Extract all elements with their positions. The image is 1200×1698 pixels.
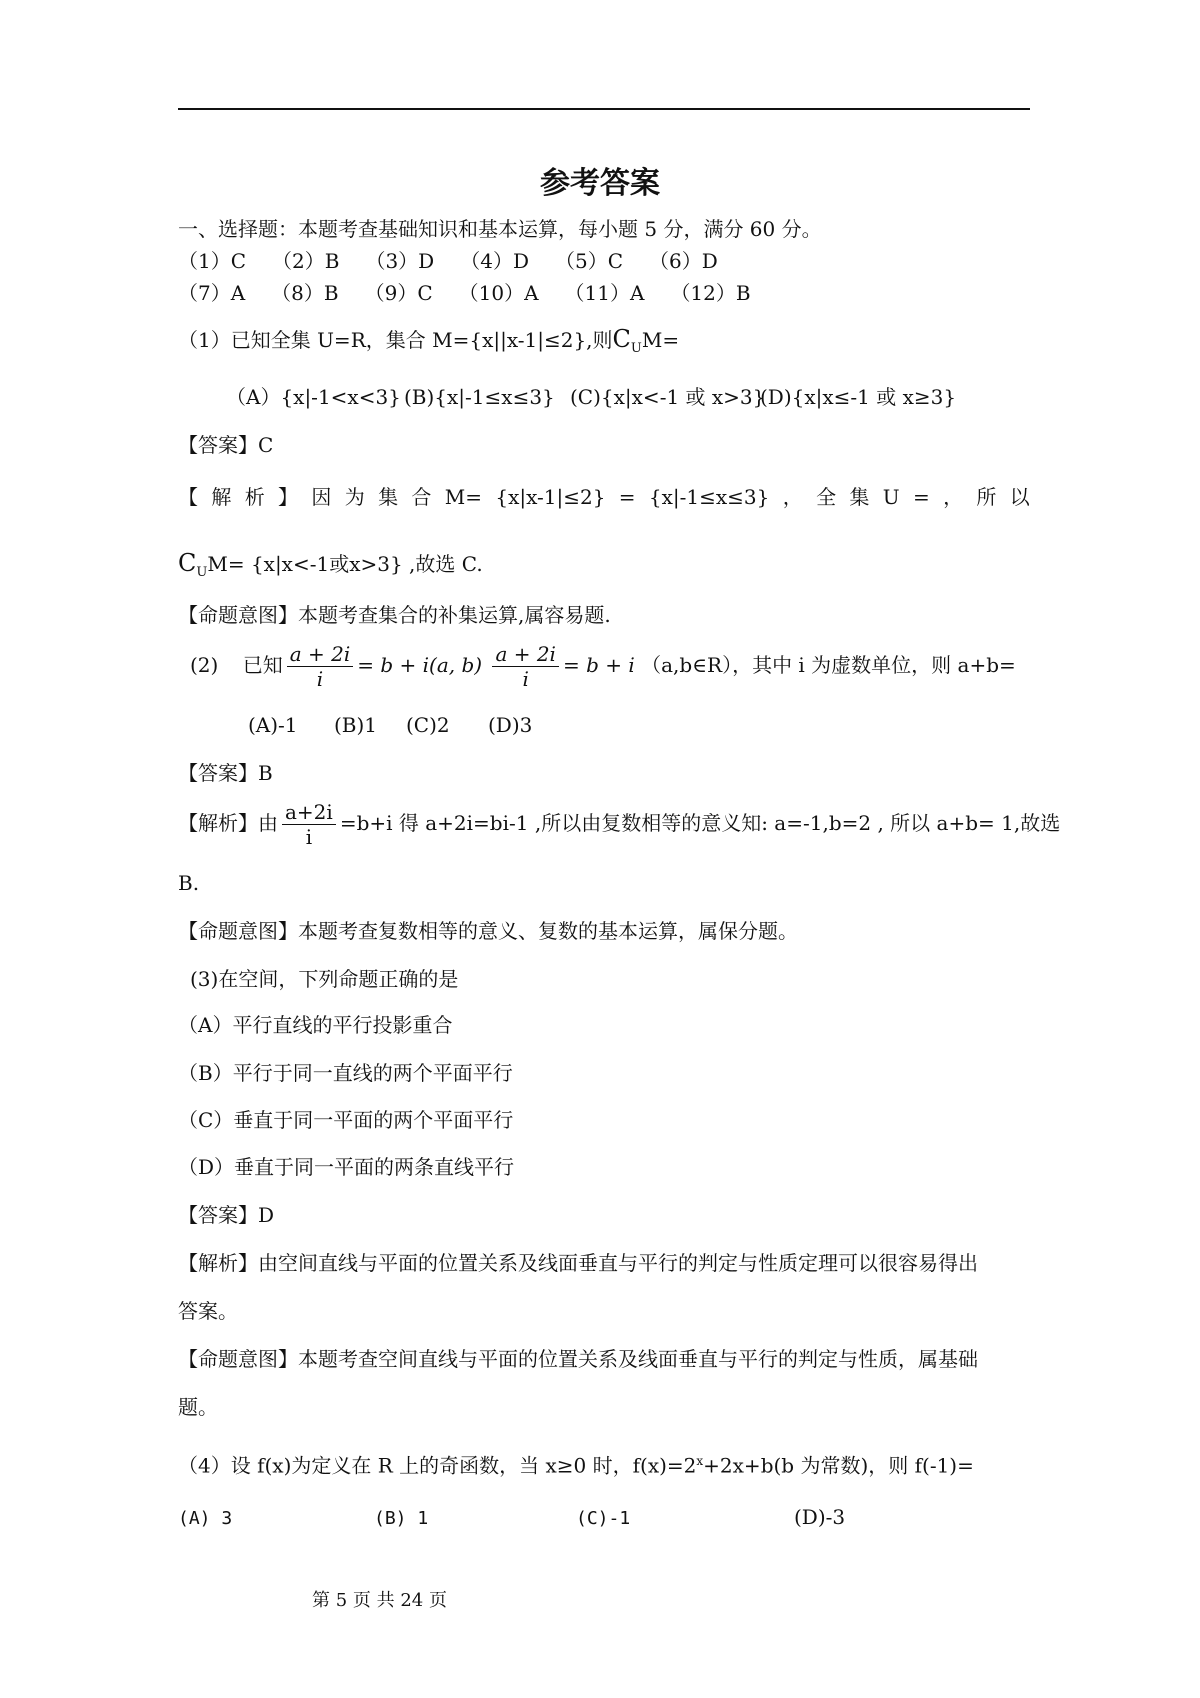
q2-analysis-line-2: B. <box>178 871 200 895</box>
q2-choice-a: (A)-1 <box>248 713 298 737</box>
q1-analysis-line-2 <box>178 550 483 586</box>
q3-stem: (3)在空间，下列命题正确的是 <box>190 967 459 991</box>
q1-analysis-line-1 <box>178 484 1030 510</box>
q3-analysis-line-2: 答案。 <box>178 1299 238 1323</box>
answer-key-item: （8）B <box>271 281 339 305</box>
q2-fraction-2 <box>492 642 559 691</box>
q1-stem <box>178 326 679 362</box>
q2-analysis-fraction <box>282 800 336 849</box>
analysis-cell: 为 <box>344 485 365 509</box>
q1-complement-symbol: C <box>612 325 631 353</box>
q3-choice-c: （C）垂直于同一平面的两个平面平行 <box>178 1108 514 1132</box>
q3-intent-line-2: 题。 <box>178 1395 218 1419</box>
q4-stem-text: （4）设 f(x)为定义在 R 上的奇函数，当 x≥0 时，f(x)=2 <box>178 1453 697 1478</box>
answer-key-item: （12）B <box>670 281 751 305</box>
q3-answer: 【答案】D <box>178 1203 275 1227</box>
analysis-cell: = <box>912 485 930 509</box>
answer-key-item: （3）D <box>365 249 435 273</box>
q1-choice-b: (B){x|-1≤x≤3} <box>404 385 555 409</box>
answer-key-item: （11）A <box>564 281 645 305</box>
analysis-cell: 】 <box>278 485 299 509</box>
q2-choice-d: (D)3 <box>488 713 533 737</box>
analysis-cell: 以 <box>1009 485 1030 509</box>
q2-analysis-denominator: i <box>305 825 313 849</box>
page-footer: 第 5 页 共 24 页 <box>312 1590 447 1611</box>
answer-key-item: （4）D <box>460 249 529 273</box>
answer-key-item: （1）C <box>178 249 247 273</box>
q3-choice-d: （D）垂直于同一平面的两条直线平行 <box>178 1155 515 1179</box>
analysis-cell: M= <box>444 485 482 509</box>
section-header: 一、选择题：本题考查基础知识和基本运算，每小题 5 分，满分 60 分。 <box>178 217 822 241</box>
q2-known: 已知 <box>242 653 283 677</box>
answer-key-row-1 <box>178 248 744 274</box>
q1-choice-d: (D){x|x≤-1 或 x≥3} <box>760 385 957 409</box>
answer-key-item: （5）C <box>554 249 624 273</box>
analysis-cell: 集 <box>378 485 399 509</box>
q2-choice-c: (C)2 <box>406 713 450 737</box>
q2-fraction-denominator: i <box>522 667 529 691</box>
q2-fraction-1 <box>287 642 354 691</box>
q2-analysis-numerator: a+2i <box>282 800 336 825</box>
answer-key-item: （6）D <box>649 249 718 273</box>
q2-choice-b: (B)1 <box>334 713 378 737</box>
q1-stem-text: （1）已知全集 U=R，集合 M={x||x-1|≤2},则 <box>178 328 613 352</box>
q1-choices <box>226 384 956 410</box>
q4-exponent: x <box>696 1454 704 1468</box>
q2-analysis-line-1 <box>178 800 1060 849</box>
q4-choice-a: (A) 3 <box>178 1508 233 1529</box>
q1-choice-c: (C){x|x<-1 或 x>3} <box>570 385 766 409</box>
q2-analysis-text: =b+i 得 a+2i=bi-1 ,所以由复数相等的意义知: a=-1,b=2 , 所以 a+b= 1,故选 <box>339 811 1061 835</box>
answer-key-row-2 <box>178 280 777 306</box>
analysis-cell: {x|-1≤x≤3} <box>648 485 770 509</box>
q3-analysis-line-1: 【解析】由空间直线与平面的位置关系及线面垂直与平行的判定与性质定理可以很容易得出 <box>178 1251 978 1275</box>
analysis-cell: 合 <box>411 485 432 509</box>
q2-equation-1: = b + i(a, b) <box>357 653 483 677</box>
q1-analysis-subscript: U <box>196 565 208 580</box>
page-title: 参考答案 <box>540 166 660 201</box>
q4-stem <box>178 1448 974 1479</box>
answer-key-item: （9）C <box>364 281 433 305</box>
analysis-cell: 解 <box>211 485 232 509</box>
q3-choice-a: （A）平行直线的平行投影重合 <box>178 1013 453 1037</box>
analysis-cell: 全 <box>816 485 837 509</box>
q2-choices <box>248 712 532 738</box>
answer-key-item: （2）B <box>272 249 340 273</box>
analysis-cell: 因 <box>311 485 332 509</box>
q2-equation-2: = b + i <box>562 653 635 677</box>
q4-stem-end: +2x+b(b 为常数)，则 f(-1)= <box>703 1453 974 1478</box>
q1-stem-end: M= <box>641 328 680 352</box>
analysis-cell: 析 <box>244 485 265 509</box>
analysis-cell: U <box>882 485 900 509</box>
q2-fraction-numerator: a + 2i <box>287 642 354 667</box>
q1-choice-a: （A）{x|-1<x<3} <box>226 385 401 409</box>
q3-intent-line-1: 【命题意图】本题考查空间直线与平面的位置关系及线面垂直与平行的判定与性质，属基础 <box>178 1347 978 1371</box>
q3-choice-b: （B）平行于同一直线的两个平面平行 <box>178 1061 513 1085</box>
q2-analysis-prefix: 【解析】由 <box>178 811 278 835</box>
q2-stem-tail: （a,b∈R），其中 i 为虚数单位，则 a+b= <box>641 653 1016 677</box>
analysis-cell: ， <box>782 485 803 509</box>
q4-choices <box>178 1504 845 1532</box>
analysis-cell: {x|x-1|≤2} <box>495 485 606 509</box>
analysis-cell: 集 <box>849 485 870 509</box>
analysis-cell: 所 <box>976 485 997 509</box>
q1-analysis-text: M= {x|x<-1或x>3} ,故选 C. <box>207 552 483 576</box>
q1-answer: 【答案】C <box>178 433 274 457</box>
q4-choice-b: (B) 1 <box>374 1508 429 1529</box>
q2-stem <box>190 642 1016 691</box>
analysis-cell: = <box>618 485 636 509</box>
answer-key-item: （7）A <box>178 281 246 305</box>
q2-fraction-denominator: i <box>316 667 324 691</box>
q2-label: (2) <box>190 653 219 677</box>
q4-choice-d: (D)-3 <box>794 1505 846 1529</box>
answer-key-item: （10）A <box>458 281 539 305</box>
q2-answer: 【答案】B <box>178 761 273 785</box>
q4-choice-c: (C)-1 <box>576 1508 631 1529</box>
analysis-cell: 【 <box>178 485 198 509</box>
q1-intent: 【命题意图】本题考查集合的补集运算,属容易题. <box>178 603 611 627</box>
q2-intent: 【命题意图】本题考查复数相等的意义、复数的基本运算，属保分题。 <box>178 919 798 943</box>
q2-fraction-numerator: a + 2i <box>492 642 559 667</box>
q1-analysis-complement: C <box>178 549 197 577</box>
analysis-cell: ， <box>943 485 964 509</box>
q1-complement-subscript: U <box>630 341 642 356</box>
header-rule <box>178 108 1030 110</box>
